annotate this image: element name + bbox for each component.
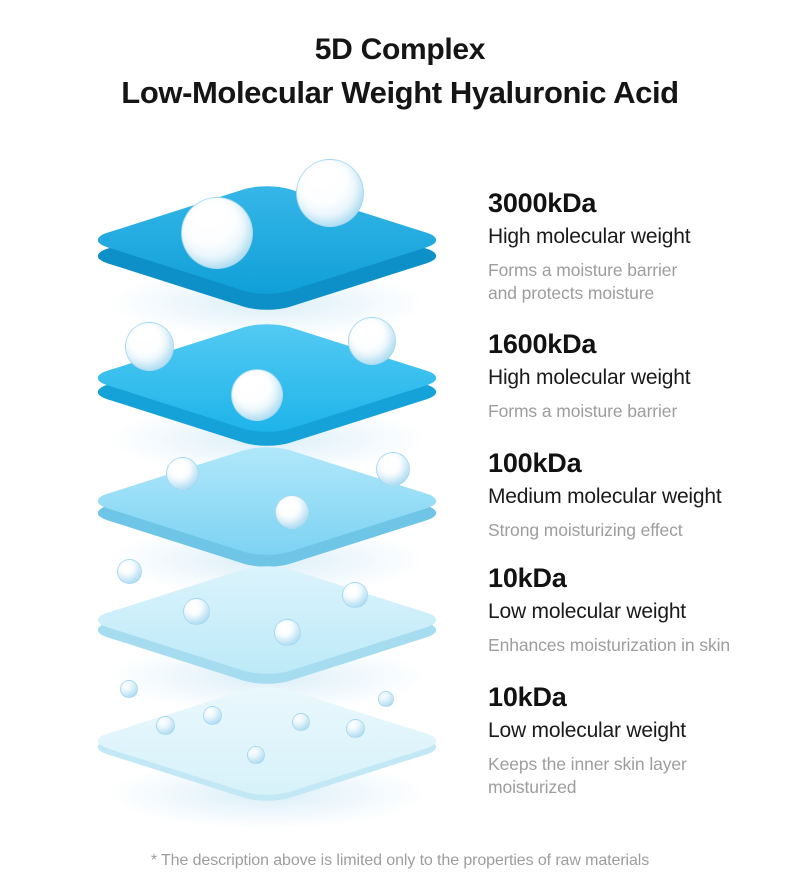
layer-label-4 — [488, 563, 788, 657]
water-bubble-icon — [348, 317, 396, 365]
layer-label-2 — [488, 329, 788, 423]
weight-class-label-4: Low molecular weight — [488, 600, 686, 623]
water-bubble-icon — [120, 680, 138, 698]
weight-class-label-2: High molecular weight — [488, 366, 691, 389]
water-bubble-icon — [296, 159, 364, 227]
molecular-weight-value-2: 1600kDa — [488, 329, 597, 359]
water-bubble-icon — [231, 369, 283, 421]
water-bubble-icon — [181, 197, 253, 269]
water-bubble-icon — [378, 691, 394, 707]
water-bubble-icon — [247, 746, 265, 764]
water-bubble-icon — [203, 706, 222, 725]
water-bubble-icon — [166, 457, 199, 490]
bubble-highlight — [238, 372, 265, 394]
water-bubble-icon — [275, 495, 309, 529]
description-line: Forms a moisture barrier — [488, 260, 678, 280]
molecular-weight-value-5: 10kDa — [488, 682, 567, 712]
molecular-weight-value-3: 100kDa — [488, 448, 582, 478]
weight-class-label-5: Low molecular weight — [488, 719, 686, 742]
layer-description-3 — [488, 519, 788, 542]
layer-slab-1 — [84, 182, 450, 298]
bubble-highlight — [131, 324, 157, 344]
description-line: Strong moisturizing effect — [488, 520, 683, 540]
description-line: moisturized — [488, 777, 577, 798]
layer-label-1 — [488, 188, 788, 305]
bubble-highlight — [280, 497, 298, 511]
slab-top-face-1 — [85, 182, 450, 298]
layer-label-3 — [488, 448, 788, 542]
bubble-highlight — [305, 162, 341, 191]
layer-label-5 — [488, 682, 788, 799]
molecular-weight-value-4: 10kDa — [488, 563, 567, 593]
layer-description-2 — [488, 400, 788, 423]
bubble-highlight — [191, 200, 229, 230]
water-bubble-icon — [183, 598, 210, 625]
water-bubble-icon — [274, 619, 301, 646]
water-bubble-icon — [346, 719, 365, 738]
description-line: Forms a moisture barrier — [488, 401, 678, 421]
bubble-highlight — [381, 454, 399, 468]
water-bubble-icon — [117, 559, 142, 584]
water-bubble-icon — [342, 582, 368, 608]
bubble-highlight — [355, 320, 380, 340]
layer-description-1 — [488, 259, 788, 305]
layer-description-5 — [488, 753, 788, 799]
bubble-highlight — [170, 459, 187, 472]
footnote-text: * The description above is limited only to the properties of raw materials — [150, 852, 650, 869]
layer-slab-5 — [84, 683, 450, 799]
molecular-weight-value-1: 3000kDa — [488, 188, 597, 218]
water-bubble-icon — [376, 452, 410, 486]
description-line: Enhances moisturization in skin — [488, 635, 731, 655]
description-line: and protects moisture — [488, 283, 655, 304]
title-line-2: Low-Molecular Weight Hyaluronic Acid — [121, 75, 679, 110]
weight-class-label-1: High molecular weight — [488, 225, 691, 248]
layer-description-4 — [488, 634, 788, 657]
water-bubble-icon — [292, 713, 310, 731]
water-bubble-icon — [125, 322, 174, 371]
title-line-1: 5D Complex — [314, 33, 486, 66]
weight-class-label-3: Medium molecular weight — [488, 485, 722, 508]
description-line: Keeps the inner skin layer — [488, 754, 687, 774]
water-bubble-icon — [156, 716, 175, 735]
